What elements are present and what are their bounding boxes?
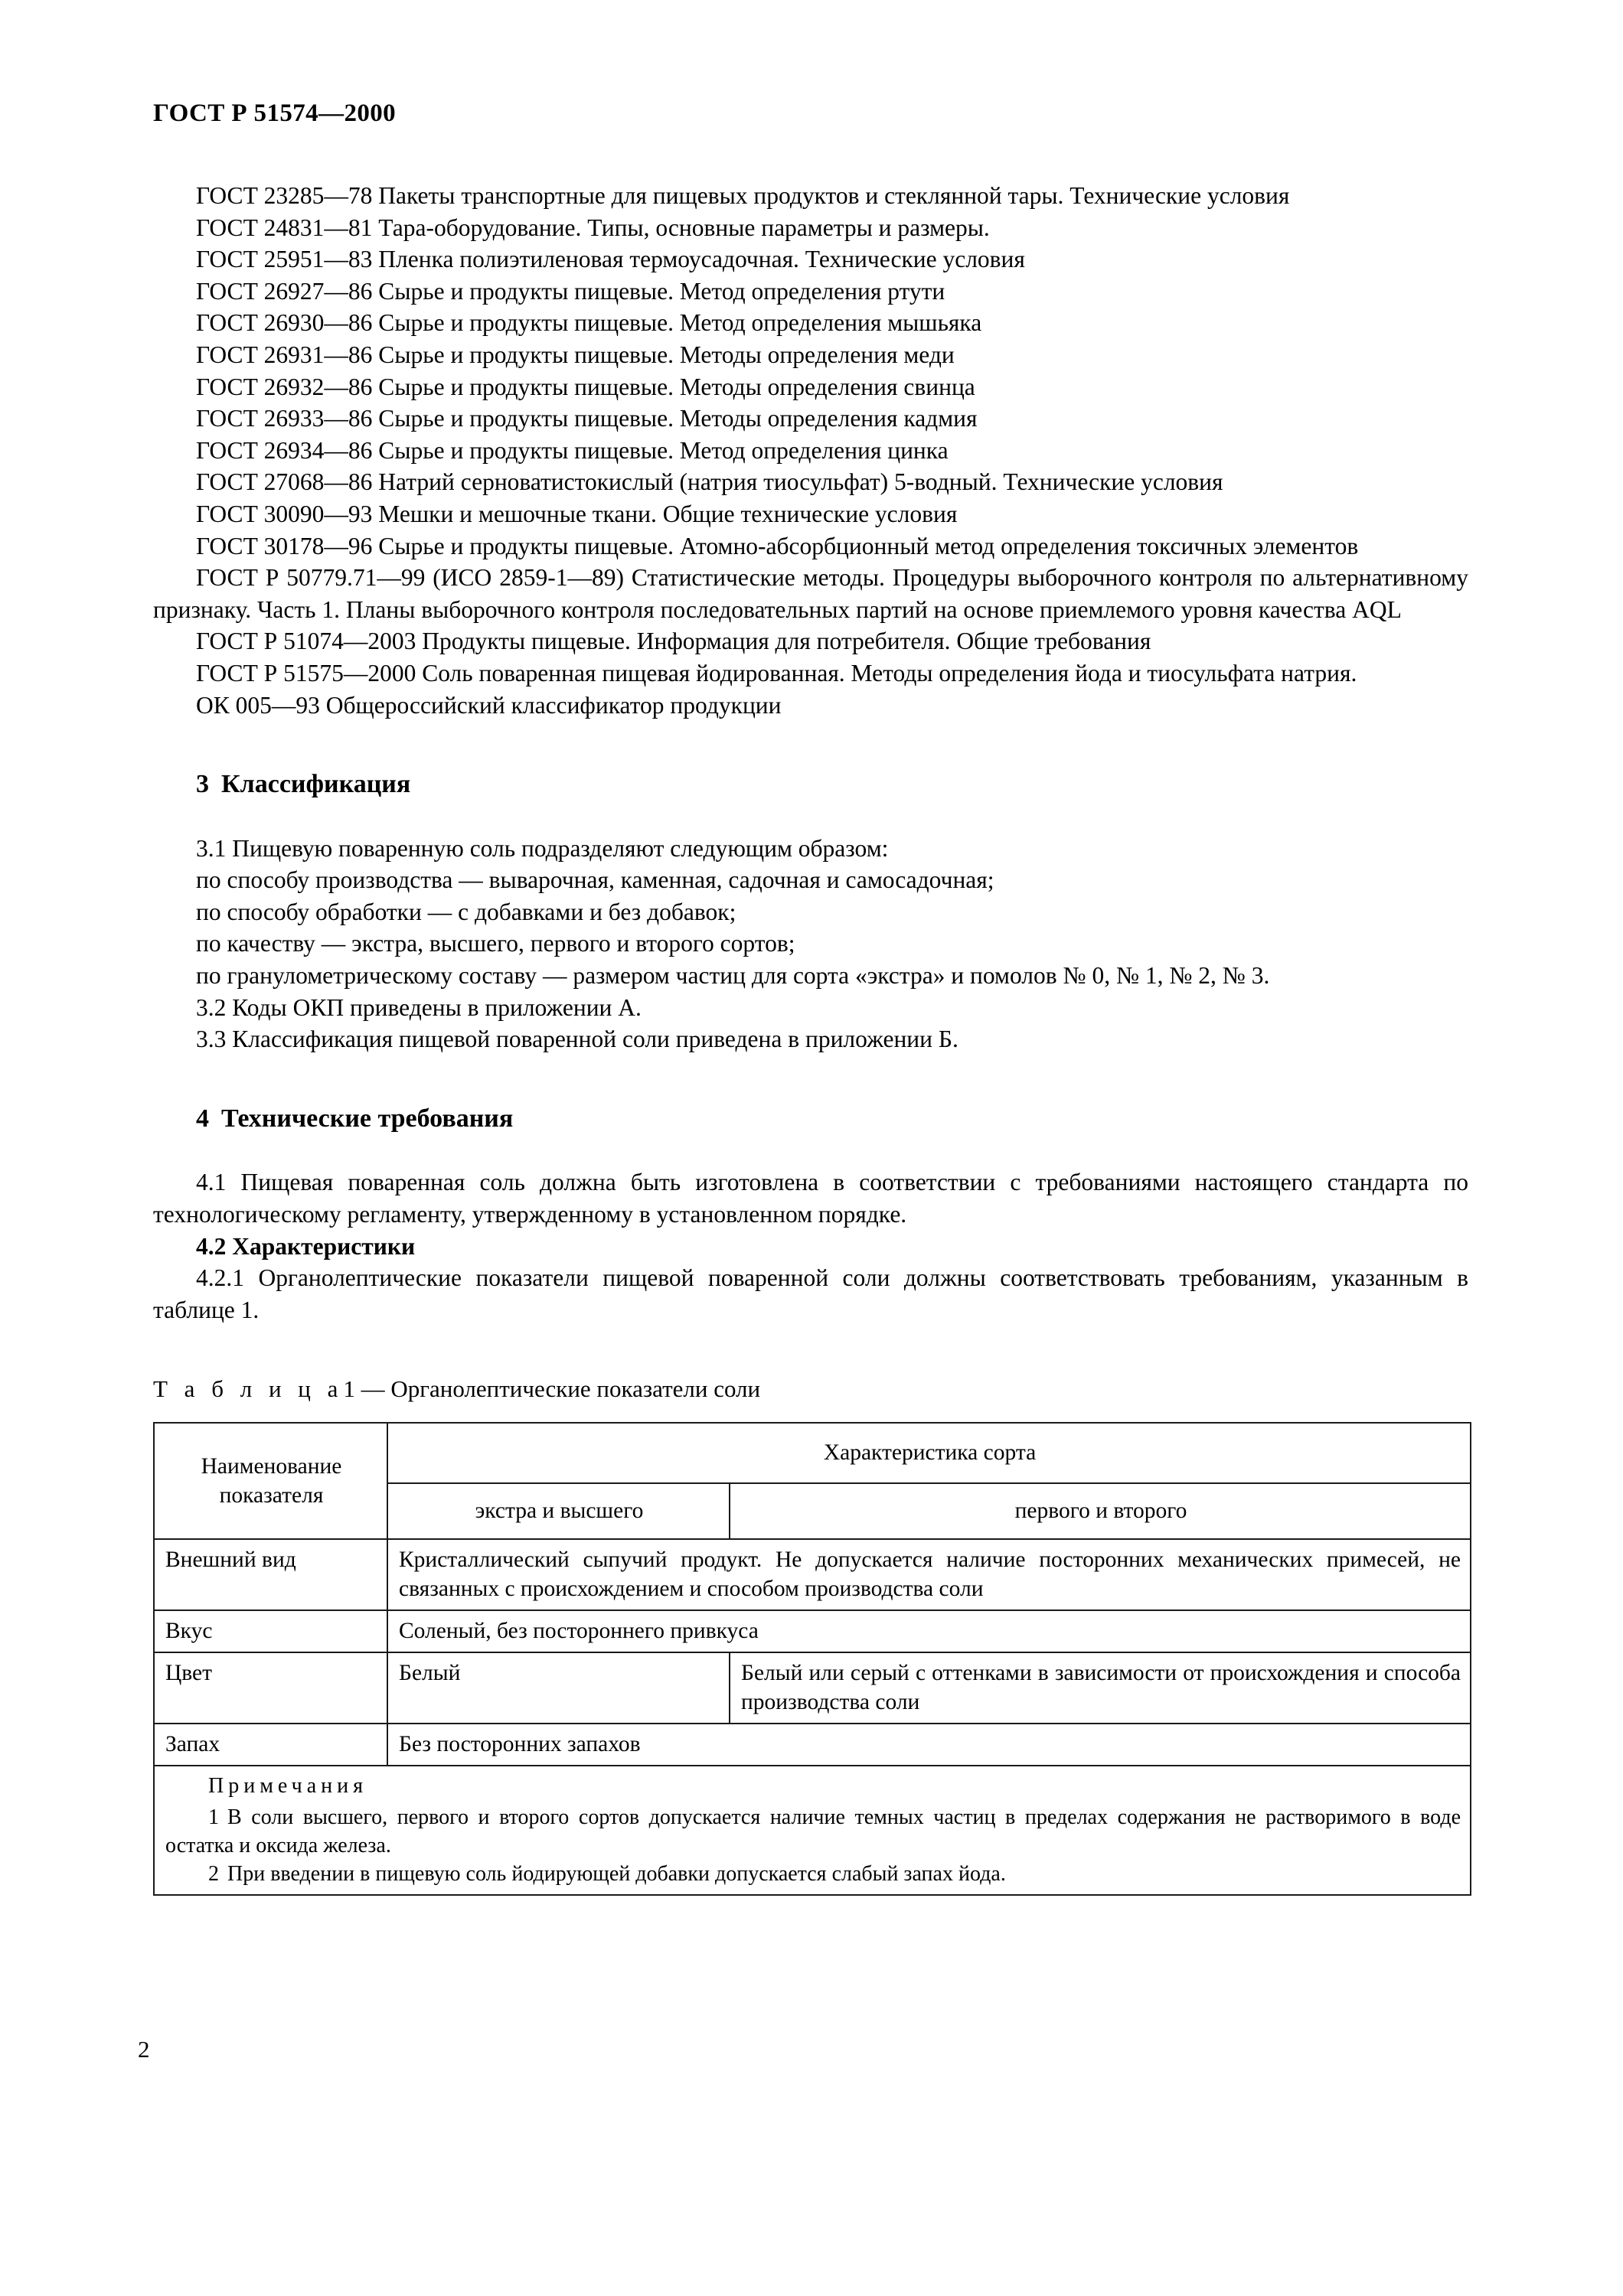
- reference-item: ГОСТ Р 51074—2003 Продукты пищевые. Информация для потребителя. Общие требования: [196, 628, 1151, 655]
- classification-criterion: по качеству — экстра, высшего, первого и второго сортов;: [196, 930, 795, 957]
- reference-item: ГОСТ 23285—78 Пакеты транспортные для пищевых продуктов и стеклянной тары. Технические условия: [196, 182, 1290, 209]
- classification-criterion: по способу обработки — с добавками и без добавок;: [196, 898, 736, 925]
- table-row: [154, 1724, 1471, 1766]
- table-caption-number: 1: [343, 1375, 355, 1403]
- notes-title: Примечания: [208, 1774, 368, 1798]
- row-value-smell: Без посторонних запахов: [387, 1724, 1471, 1766]
- section-number-4: 4: [196, 1104, 209, 1133]
- column-header-first-and-second: первого и второго: [730, 1483, 1471, 1539]
- reference-item: ГОСТ 27068—86 Натрий серноватистокислый (натрия тиосульфат) 5-водный. Технические условия: [196, 468, 1223, 496]
- clause-3-2: 3.2 Коды ОКП приведены в приложении А.: [196, 993, 642, 1021]
- reference-item: ГОСТ 26934—86 Сырье и продукты пищевые. Метод определения цинка: [196, 436, 949, 464]
- table-organoleptic-indicators: [153, 1422, 1471, 1896]
- clause-4-2-1: 4.2.1 Органолептические показатели пищевой поваренной соли должны соответствовать требованиям, указанным в таблице 1.: [153, 1264, 1468, 1323]
- reference-item: ГОСТ 26930—86 Сырье и продукты пищевые. Метод определения мышьяка: [196, 309, 982, 337]
- row-value-colour-first: Белый или серый с оттенками в зависимости от происхождения и способа производства соли: [730, 1652, 1471, 1724]
- clause-3-3: 3.3 Классификация пищевой поваренной соли приведена в приложении Б.: [196, 1026, 958, 1053]
- reference-item: ГОСТ Р 50779.71—99 (ИСО 2859-1—89) Статистические методы. Процедуры выборочного контроля по альтернативному признаку. Часть 1. Планы выборочного контроля последовательных партий на основе приемлемого уровня качества AQL: [153, 564, 1468, 623]
- section-title-4: Технические требования: [221, 1104, 514, 1133]
- section-heading-4: [153, 1103, 1468, 1135]
- classification-criterion: по способу производства — выварочная, каменная, садочная и самосадочная;: [196, 866, 994, 894]
- normative-references-list: [153, 180, 1468, 721]
- classification-criterion: по гранулометрическому составу — размером частиц для сорта «экстра» и помолов № 0, № 1, № 2, № 3.: [196, 962, 1270, 990]
- note-item: [165, 1860, 1461, 1888]
- row-value-colour-extra: Белый: [387, 1652, 730, 1724]
- table-notes-row: [154, 1766, 1471, 1895]
- table-caption-label: Т а б л и ц а: [153, 1375, 344, 1403]
- running-header-standard-code: ГОСТ Р 51574—2000: [153, 99, 397, 127]
- column-header-extra-and-highest: экстра и высшего: [387, 1483, 730, 1539]
- note-text: В соли высшего, первого и второго сортов допускается наличие темных частиц в пределах содержания не растворимого в воде остатка и оксида железа.: [165, 1805, 1461, 1857]
- row-label-taste: Вкус: [154, 1610, 387, 1652]
- section-number-3: 3: [196, 770, 209, 799]
- clause-4-2-heading: 4.2 Характеристики: [196, 1232, 416, 1260]
- table-header: [154, 1423, 1471, 1539]
- section-heading-3: [153, 768, 1468, 801]
- table-notes: [154, 1766, 1471, 1895]
- row-label-smell: Запах: [154, 1724, 387, 1766]
- reference-item: ГОСТ 24831—81 Тара-оборудование. Типы, основные параметры и размеры.: [196, 214, 990, 241]
- section-title-3: Классификация: [221, 770, 411, 799]
- column-header-indicator-name: Наименование показателя: [154, 1423, 387, 1539]
- reference-item: ГОСТ 26927—86 Сырье и продукты пищевые. Метод определения ртути: [196, 277, 945, 305]
- table-1-caption: [153, 1373, 1468, 1405]
- clause-4-1: 4.1 Пищевая поваренная соль должна быть изготовлена в соответствии с требованиями настоящего стандарта по технологическому регламенту, утвержденному в установленном порядке.: [153, 1169, 1468, 1228]
- reference-item: ГОСТ Р 51575—2000 Соль поваренная пищевая йодированная. Методы определения йода и тиосульфата натрия.: [196, 659, 1357, 687]
- column-header-grade-characteristic: Характеристика сорта: [387, 1423, 1471, 1483]
- table-row: [154, 1652, 1471, 1724]
- row-label-appearance: Внешний вид: [154, 1539, 387, 1610]
- clause-3-1: 3.1 Пищевую поваренную соль подразделяют следующим образом:: [196, 834, 889, 862]
- table-body: [154, 1539, 1471, 1895]
- reference-item: ГОСТ 26932—86 Сырье и продукты пищевые. Методы определения свинца: [196, 373, 975, 400]
- note-number: 2: [208, 1862, 219, 1886]
- reference-item: ГОСТ 30178—96 Сырье и продукты пищевые. Атомно-абсорбционный метод определения токсичных элементов: [196, 532, 1359, 559]
- note-number: 1: [208, 1805, 219, 1829]
- page-number: 2: [138, 2036, 150, 2063]
- page-body: [153, 180, 1468, 1896]
- row-label-colour: Цвет: [154, 1652, 387, 1724]
- row-value-appearance: Кристаллический сыпучий продукт. Не допускается наличие посторонних механических примесей, не связанных с происхождением и способом производства соли: [387, 1539, 1471, 1610]
- reference-item: ГОСТ 25951—83 Пленка полиэтиленовая термоусадочная. Технические условия: [196, 246, 1025, 273]
- note-item: [165, 1803, 1461, 1860]
- table-caption-title: Органолептические показатели соли: [390, 1375, 761, 1403]
- table-caption-dash: —: [361, 1375, 385, 1403]
- reference-item: ОК 005—93 Общероссийский классификатор продукции: [196, 691, 782, 719]
- table-row: [154, 1539, 1471, 1610]
- reference-item: ГОСТ 26933—86 Сырье и продукты пищевые. Методы определения кадмия: [196, 405, 978, 432]
- reference-item: ГОСТ 26931—86 Сырье и продукты пищевые. Методы определения меди: [196, 341, 955, 368]
- table-header-row-group: [154, 1423, 1471, 1483]
- note-text: При введении в пищевую соль йодирующей добавки допускается слабый запах йода.: [227, 1862, 1006, 1886]
- row-value-taste: Соленый, без постороннего привкуса: [387, 1610, 1471, 1652]
- reference-item: ГОСТ 30090—93 Мешки и мешочные ткани. Общие технические условия: [196, 500, 958, 527]
- table-row: [154, 1610, 1471, 1652]
